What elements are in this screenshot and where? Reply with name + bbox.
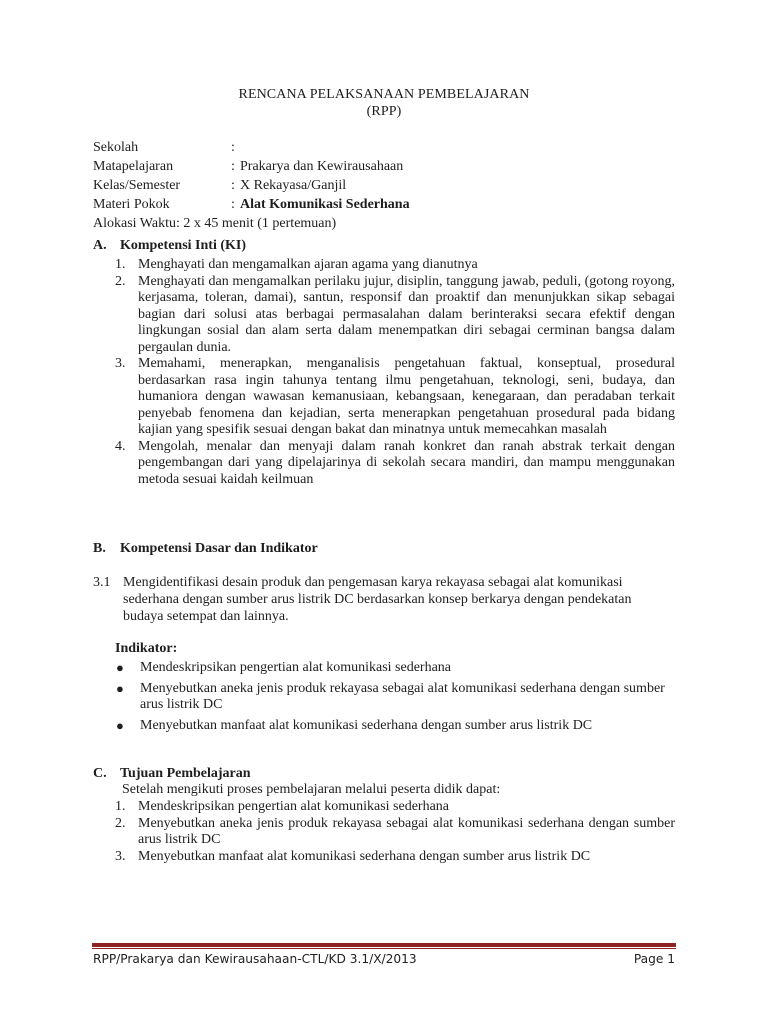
list-item [115,660,675,677]
info-colon: : [231,197,235,212]
info-label: Matapelajaran [93,159,174,174]
document-title: RENCANA PELAKSANAAN PEMBELAJARAN [238,87,530,102]
info-row-materi-pokok [93,195,410,214]
kd-number: 3.1 [93,575,111,590]
alokasi-waktu: Alokasi Waktu: 2 x 45 menit (1 pertemuan) [93,216,337,231]
item-number: 2. [115,815,126,831]
section-title: Kompetensi Inti (KI) [120,238,246,253]
footer-rule-thick [92,943,676,947]
info-colon: : [231,159,235,174]
identity-block [93,138,410,233]
bullet-icon: ● [116,660,124,675]
item-text: Menyebutkan aneka jenis produk rekayasa sebagai alat komunikasi sederhana dengan sumber arus listrik DC [138,815,675,847]
section-title: Tujuan Pembelajaran [120,766,251,781]
list-item [115,816,675,849]
list-item [115,274,675,357]
section-letter: B. [93,541,106,556]
section-a-heading [93,238,246,254]
item-text: Menyebutkan manfaat alat komunikasi sederhana dengan sumber arus listrik DC [140,717,593,733]
footer-page-number: Page 1 [633,952,675,966]
item-text: Menghayati dan mengamalkan ajaran agama yang dianutnya [138,257,478,272]
info-label: Kelas/Semester [93,178,181,193]
info-row-sekolah [93,138,410,157]
footer-rule-thin [92,948,676,949]
section-letter: C. [93,766,107,781]
info-row-kelas-semester [93,176,410,195]
bullet-icon: ● [116,680,124,696]
bullet-icon: ● [116,717,124,733]
list-item [115,681,675,714]
kompetensi-dasar [93,574,675,625]
item-text: Mengolah, menalar dan menyaji dalam ranah konkret dan ranah abstrak terkait dengan pengembangan dari yang dipelajarinya di sekolah secara mandiri, dan mampu menggunakan metoda sesuai kaidah keilmuan [138,438,675,487]
list-item [115,356,675,439]
indikator-label: Indikator: [115,641,178,656]
document-subtitle: (RPP) [366,104,402,119]
footer-document-code: RPP/Prakarya dan Kewirausahaan-CTL/KD 3.1/X/2013 [93,952,417,966]
kompetensi-inti-list [115,257,675,488]
info-value: X Rekayasa/Ganjil [240,178,347,193]
item-text: Mendeskripsikan pengertian alat komunikasi sederhana [138,799,450,814]
info-value: Prakarya dan Kewirausahaan [240,159,404,174]
section-b-heading [93,541,318,557]
item-text: Menghayati dan mengamalkan perilaku jujur, disiplin, tanggung jawab, peduli, (gotong royong, kerjasama, toleran, damai), santun, responsif dan proaktif dan menunjukkan sikap sebagai bagian dari solusi atas berbagai permasalahan dalam berinteraksi secara efektif dengan lingkungan sosial dan alam serta dalam menempatkan diri sebagai cerminan bangsa dalam pergaulan dunia. [138,273,675,355]
info-label: Sekolah [93,140,139,155]
info-row-matapelajaran [93,157,410,176]
list-item [115,849,675,866]
indikator-list [115,660,675,738]
list-item [115,799,675,816]
item-number: 3. [115,848,126,864]
item-number: 2. [115,273,126,289]
item-number: 1. [115,257,126,272]
list-item [115,439,675,489]
info-colon: : [231,178,235,193]
item-number: 1. [115,799,126,814]
info-label: Materi Pokok [93,197,170,212]
item-number: 4. [115,438,126,454]
section-c-heading [93,766,251,782]
kd-text: Mengidentifikasi desain produk dan pengemasan karya rekayasa sebagai alat komunikasi sederhana dengan sumber arus listrik DC berdasarkan konsep berkarya dengan pendekatan budaya setempat dan lainnya. [123,575,632,624]
item-text: Menyebutkan aneka jenis produk rekayasa sebagai alat komunikasi sederhana dengan sumber arus listrik DC [140,680,665,712]
tujuan-intro: Setelah mengikuti proses pembelajaran melalui peserta didik dapat: [122,782,501,797]
info-colon: : [231,140,235,155]
item-text: Memahami, menerapkan, menganalisis pengetahuan faktual, konseptual, prosedural berdasarkan rasa ingin tahunya tentang ilmu pengetahuan, teknologi, seni, budaya, dan humaniora dengan wawasan kemanusiaan, kebangsaan, kenegaraan, dan peradaban terkait penyebab fenomena dan kejadian, serta menerapkan pengetahuan prosedural pada bidang kajian yang spesifik sesuai dengan bakat dan minatnya untuk memecahkan masalah [138,356,675,437]
section-title: Kompetensi Dasar dan Indikator [120,541,318,556]
list-item [115,257,675,274]
item-number: 3. [115,356,126,371]
item-text: Mendeskripsikan pengertian alat komunikasi sederhana [140,660,452,675]
list-item [115,718,675,735]
item-text: Menyebutkan manfaat alat komunikasi sederhana dengan sumber arus listrik DC [138,848,591,864]
section-letter: A. [93,238,107,253]
tujuan-list [115,799,675,865]
info-value: Alat Komunikasi Sederhana [240,197,410,212]
